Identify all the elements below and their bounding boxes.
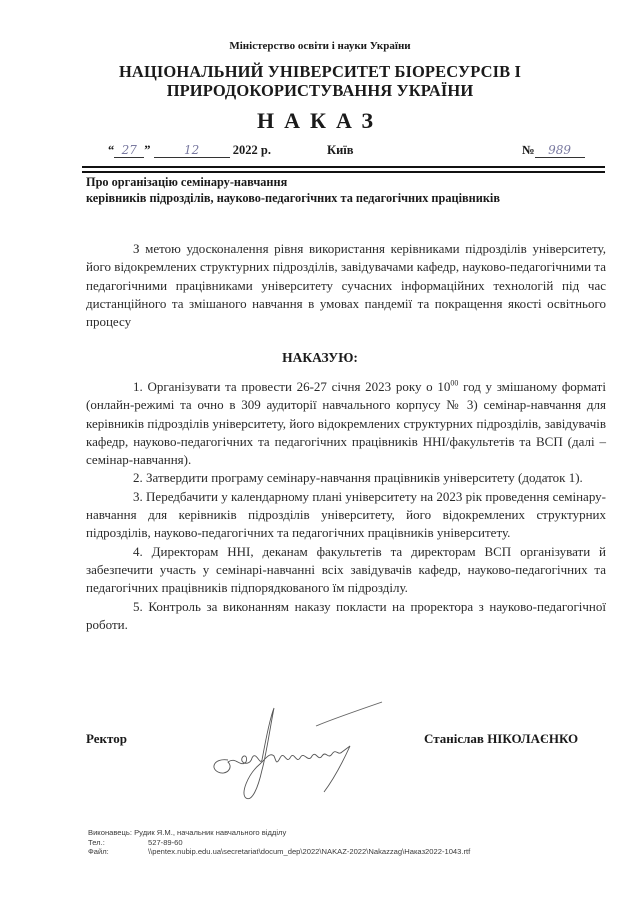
footer-phone [88, 838, 470, 848]
preamble-text: З метою удосконалення рівня використання керівниками підрозділів університету, його відокремлених структурних підрозділів, завідувачами кафедр, науково-педагогічними та педагогічними працівниками університету сучасних інформаційних технологій під час дистанційного та змішаного навчання в умовах пандемії та покращення якості освітнього процесу [86, 241, 606, 330]
document-type-title: НАКАЗ [257, 108, 383, 133]
order-item-3: 3. Передбачити у календарному плані університету на 2023 рік проведення семінару-навчання для керівників підрозділів університету, його відокремлених структурних підрозділів, науково-педагогічних та педагогічних працівників університету. [86, 488, 606, 541]
number-label: № [522, 143, 535, 157]
subject-line1: Про організацію семінару-навчання [86, 175, 288, 189]
file-path: \\pentex.nubip.edu.ua\secretariat\docum_dep\2022\NAKAZ-2022\Nakazzag\Наказ2022-1043.rtf [148, 847, 471, 856]
order-number [522, 143, 585, 158]
order-item-1-text-cont: год у змішаному форматі (онлайн-режимі та очно в 309 аудиторії навчального корпусу № 3) семінар-навчання для керівників підрозділів університету, його відокремлених структурних підрозділів, завідувачів кафедр, науково-педагогічних та педагогічних працівників ННІ/факультетів та ВСП (далі – семінар-навчання). [86, 379, 606, 468]
order-item-4: 4. Директорам ННІ, деканам факультетів та директорам ВСП організувати й забезпечити участь у семінарі-навчанні всіх завідувачів кафедр, науково-педагогічних та педагогічних працівників підпорядкованого їм підрозділу. [86, 543, 606, 596]
footer-file [88, 847, 470, 857]
orders-list [86, 378, 606, 634]
signatory-role: Ректор [86, 731, 127, 746]
signatory-name: Станіслав НІКОЛАЄНКО [424, 731, 579, 746]
order-item-1-text: 1. Організувати та провести 26-27 січня 2023 року о 10 [133, 379, 451, 394]
file-label: Файл: [88, 847, 109, 856]
open-quote: “ [108, 143, 115, 157]
date-year: 2022 р. [232, 143, 271, 157]
order-item-5: 5. Контроль за виконанням наказу покласти на проректора з науково-педагогічної роботи. [86, 598, 606, 632]
number-value: 989 [535, 143, 585, 158]
executor-label: Виконавець: [88, 828, 132, 837]
date-day: 27 [114, 143, 144, 158]
header-divider-bottom [82, 171, 605, 173]
city: Київ [327, 143, 354, 157]
order-date [108, 143, 271, 158]
order-subject [86, 174, 500, 206]
executor-value: Рудик Я.М., начальник навчального відділу [134, 828, 287, 837]
preamble [86, 240, 606, 331]
close-quote: ” [144, 143, 151, 157]
header-divider-top [82, 166, 605, 168]
handwritten-signature [200, 698, 400, 808]
university-name-line2: ПРИРОДОКОРИСТУВАННЯ УКРАЇНИ [166, 81, 474, 100]
date-month: 12 [154, 143, 230, 158]
orders-heading: НАКАЗУЮ: [282, 350, 358, 365]
phone-value: 527-89-60 [148, 837, 183, 847]
university-name-line1: НАЦІОНАЛЬНИЙ УНІВЕРСИТЕТ БІОРЕСУРСІВ І [119, 62, 521, 81]
subject-line2: керівників підрозділів, науково-педагогічних та педагогічних працівників [86, 191, 500, 205]
document-footer [88, 828, 470, 857]
phone-label: Тел.: [88, 837, 105, 847]
footer-executor [88, 828, 470, 838]
time-superscript: 00 [450, 378, 459, 388]
university-name [0, 62, 640, 100]
ministry-name: Міністерство освіти і науки України [229, 40, 411, 52]
order-item-1 [86, 378, 606, 469]
order-item-2: 2. Затвердити програму семінару-навчання працівників університету (додаток 1). [133, 470, 583, 486]
